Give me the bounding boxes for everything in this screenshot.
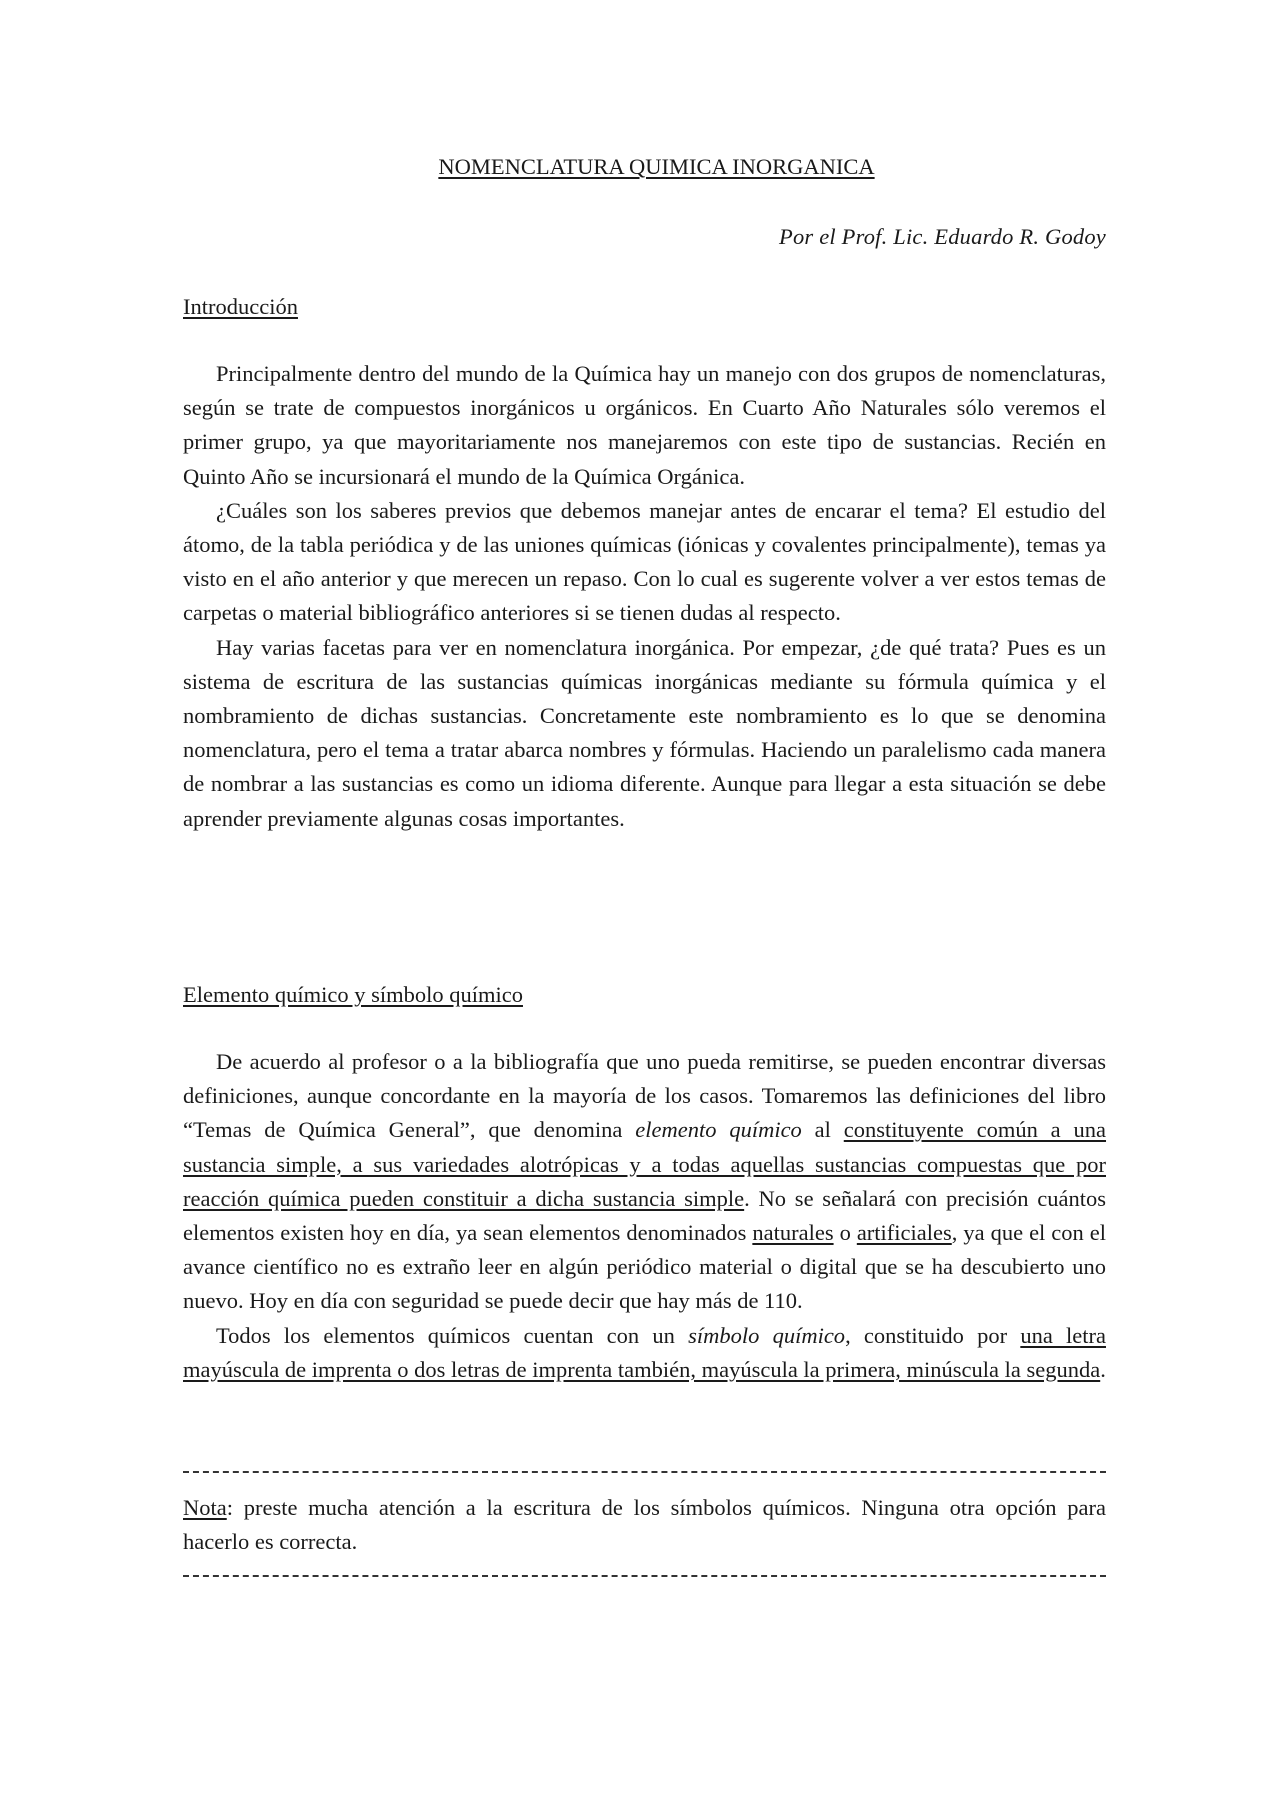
text-run: o: [833, 1220, 857, 1246]
text-run: Todos los elementos químicos cuentan con un: [216, 1322, 689, 1348]
paragraph: Hay varias facetas para ver en nomenclatura inorgánica. Por empezar, ¿de qué trata? Pues es un sistema de escritura de las sustancias químicas inorgánicas mediante su fórmula química y el nombramiento de dichas sustancias. Concretamente este nombramiento es lo que se denomina nomenclatura, pero el tema a tratar abarca nombres y fórmulas. Haciendo un paralelismo cada manera de nombrar a las sustancias es como un idioma diferente. Aunque para llegar a esta situación se debe aprender previamente algunas cosas importantes.: [183, 634, 1106, 831]
text-run: . No se señalará con precisión cuántos elementos existen hoy en día, ya sean elementos denominados: [183, 1185, 1106, 1246]
text-run: , ya que el con el avance científico no es extraño leer en algún periódico material o digital que se ha descubierto uno nuevo. Hoy en día con seguridad se puede decir que hay más de 110.: [183, 1220, 1107, 1314]
note-text: : preste mucha atención a la escritura de los símbolos químicos. Ninguna otra opción para hacerlo es correcta.: [183, 1495, 1106, 1555]
paragraph: [183, 1045, 1106, 1319]
paragraph: ¿Cuáles son los saberes previos que debemos manejar antes de encarar el tema? El estudio del átomo, de la tabla periódica y de las uniones químicas (iónicas y covalentes principalmente), temas ya visto en el año anterior y que merecen un repaso. Con lo cual es sugerente volver a ver estos temas de carpetas o material bibliográfico anteriores si se tienen dudas al respecto.: [183, 497, 1106, 626]
section-body-introduccion: [183, 357, 1106, 836]
term-artificiales: artificiales: [856, 1220, 952, 1246]
section-heading-introduccion: Introducción: [183, 294, 298, 319]
section-body-elemento-quimico: [183, 1045, 1106, 1387]
text-run: De acuerdo al profesor o a la bibliografía que uno pueda remitirse, se pueden encontrar diversas definiciones, aunque concordante en la mayoría de los casos. Tomaremos las definiciones del libro “Temas de Química General”, que denomina: [183, 1049, 1106, 1143]
text-run: .: [1100, 1356, 1106, 1382]
text-run: , constituido por: [845, 1322, 1021, 1348]
document-title: NOMENCLATURA QUIMICA INORGANICA: [438, 154, 875, 179]
section-heading-elemento-quimico: Elemento químico y símbolo químico: [183, 982, 523, 1007]
paragraph: [183, 1319, 1106, 1387]
definition-elemento: constituyente común a una sustancia simple, a sus variedades alotrópicas y a todas aquellas sustancias compuestas que por reacción química pueden constituir a dicha sustancia simple: [183, 1117, 1107, 1211]
note-block: [183, 1491, 1106, 1559]
term-simbolo-quimico: símbolo químico: [688, 1322, 846, 1348]
document-author: Por el Prof. Lic. Eduardo R. Godoy: [779, 224, 1106, 249]
term-naturales: naturales: [752, 1220, 834, 1246]
definition-simbolo: una letra mayúscula de imprenta o dos letras de imprenta también, mayúscula la primera, minúscula la segunda: [183, 1322, 1106, 1382]
paragraph: Principalmente dentro del mundo de la Química hay un manejo con dos grupos de nomenclaturas, según se trate de compuestos inorgánicos u orgánicos. En Cuarto Año Naturales sólo veremos el primer grupo, ya que mayoritariamente nos manejaremos con este tipo de sustancias. Recién en Quinto Año se incursionará el mundo de la Química Orgánica.: [183, 361, 1106, 489]
text-run: al: [801, 1117, 844, 1143]
note-label: Nota: [183, 1495, 227, 1520]
dashed-divider-top: [183, 1462, 1106, 1482]
dashed-divider-bottom: [183, 1566, 1106, 1586]
term-elemento-quimico: elemento químico: [635, 1117, 802, 1143]
